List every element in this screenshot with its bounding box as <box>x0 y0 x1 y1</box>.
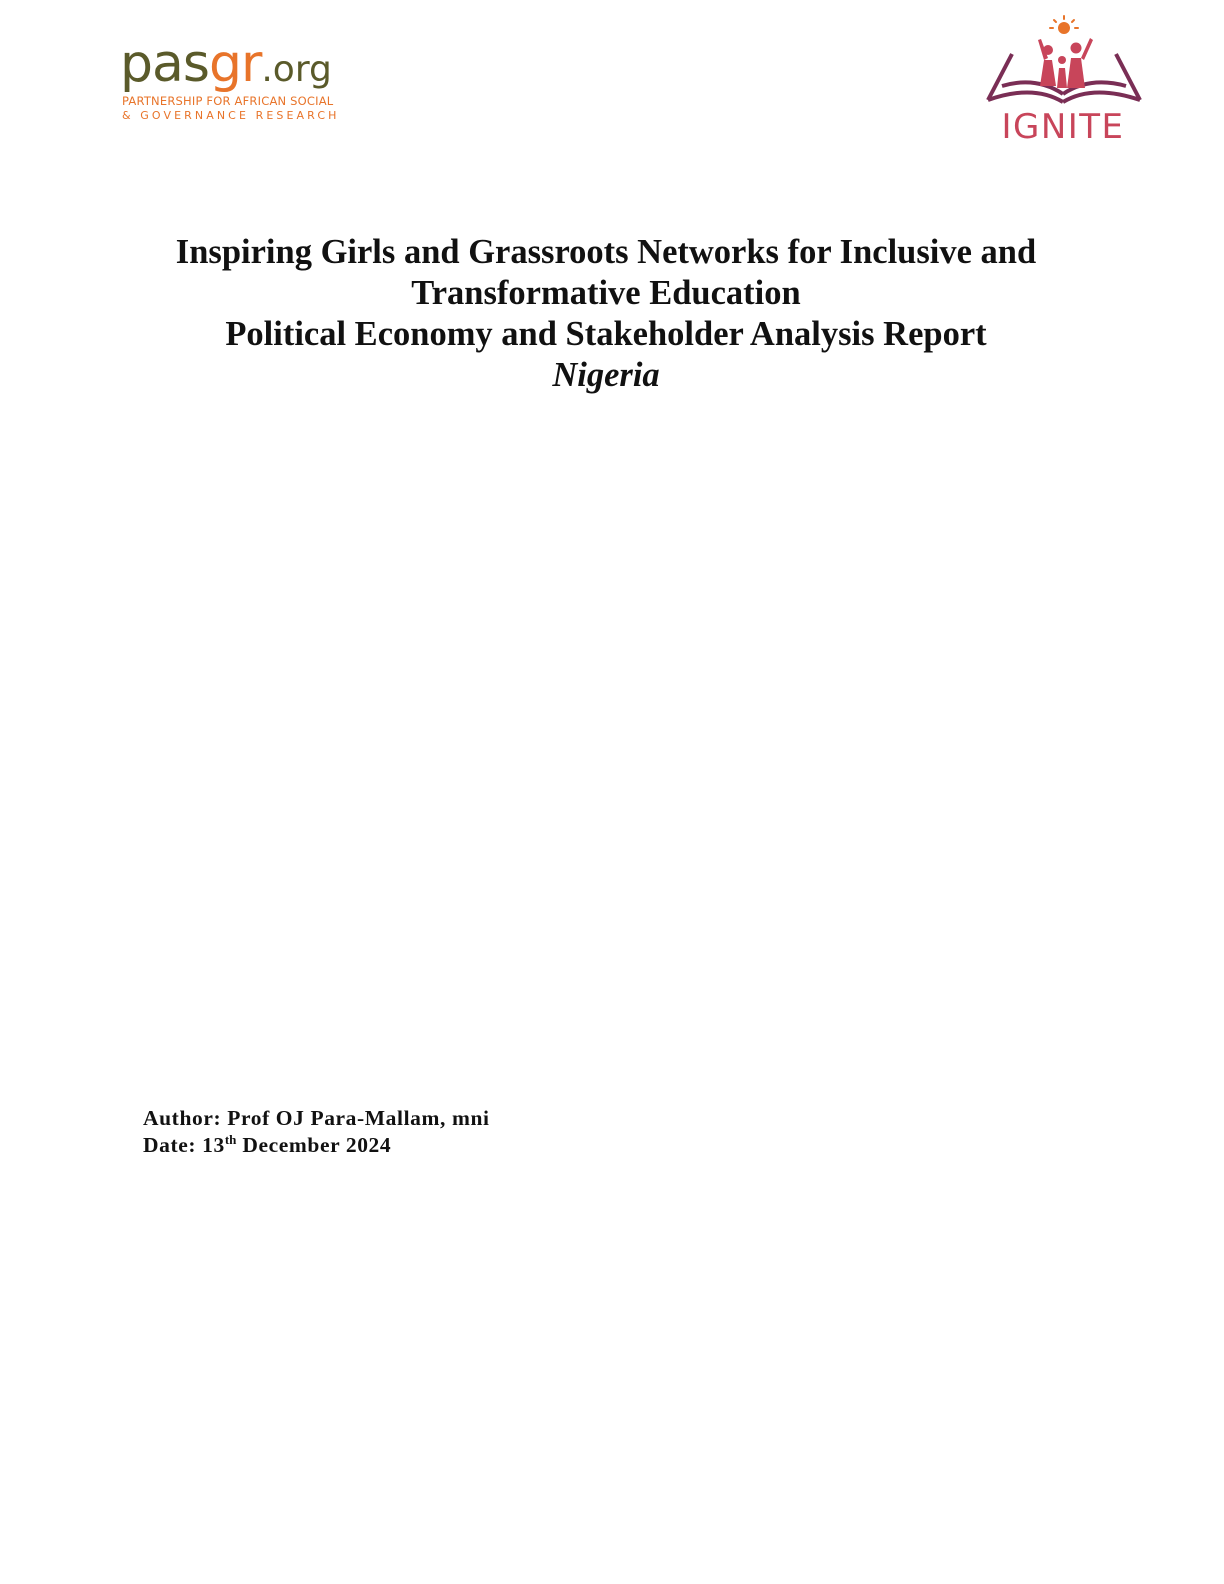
ignite-wordmark: IGNITE <box>1001 107 1125 147</box>
pasgr-tagline-line1: PARTNERSHIP FOR AFRICAN SOCIAL <box>122 94 334 108</box>
author-name: Prof OJ Para-Mallam, mni <box>227 1106 490 1130</box>
sun-icon <box>1058 22 1070 34</box>
author-line <box>143 1105 490 1132</box>
report-country: Nigeria <box>552 356 660 394</box>
report-title-block <box>100 232 1112 396</box>
date-label: Date: <box>143 1133 203 1157</box>
date-ordinal-suffix: th <box>224 1132 237 1147</box>
pasgr-wordmark <box>120 36 332 98</box>
open-book-with-figures-and-sun-icon <box>978 14 1148 110</box>
pasgr-word-gr: gr <box>208 34 262 94</box>
pasgr-word-pas: pas <box>120 34 209 94</box>
report-meta <box>143 1105 490 1159</box>
date-day: 13 <box>202 1133 225 1157</box>
report-title-line-1: Inspiring Girls and Grassroots Networks for Inclusive and <box>175 233 1037 271</box>
date-month-year: December 2024 <box>236 1133 392 1157</box>
pasgr-logo <box>120 34 340 126</box>
ignite-logo <box>978 14 1148 146</box>
report-subtitle: Political Economy and Stakeholder Analysis Report <box>225 315 987 353</box>
pasgr-word-org: .org <box>261 49 332 90</box>
figures-icon <box>1038 38 1093 88</box>
author-label: Author: <box>143 1106 228 1130</box>
date-line <box>143 1132 490 1159</box>
pasgr-tagline-line2: & GOVERNANCE RESEARCH <box>122 109 340 122</box>
report-title-line-2: Transformative Education <box>411 274 801 312</box>
